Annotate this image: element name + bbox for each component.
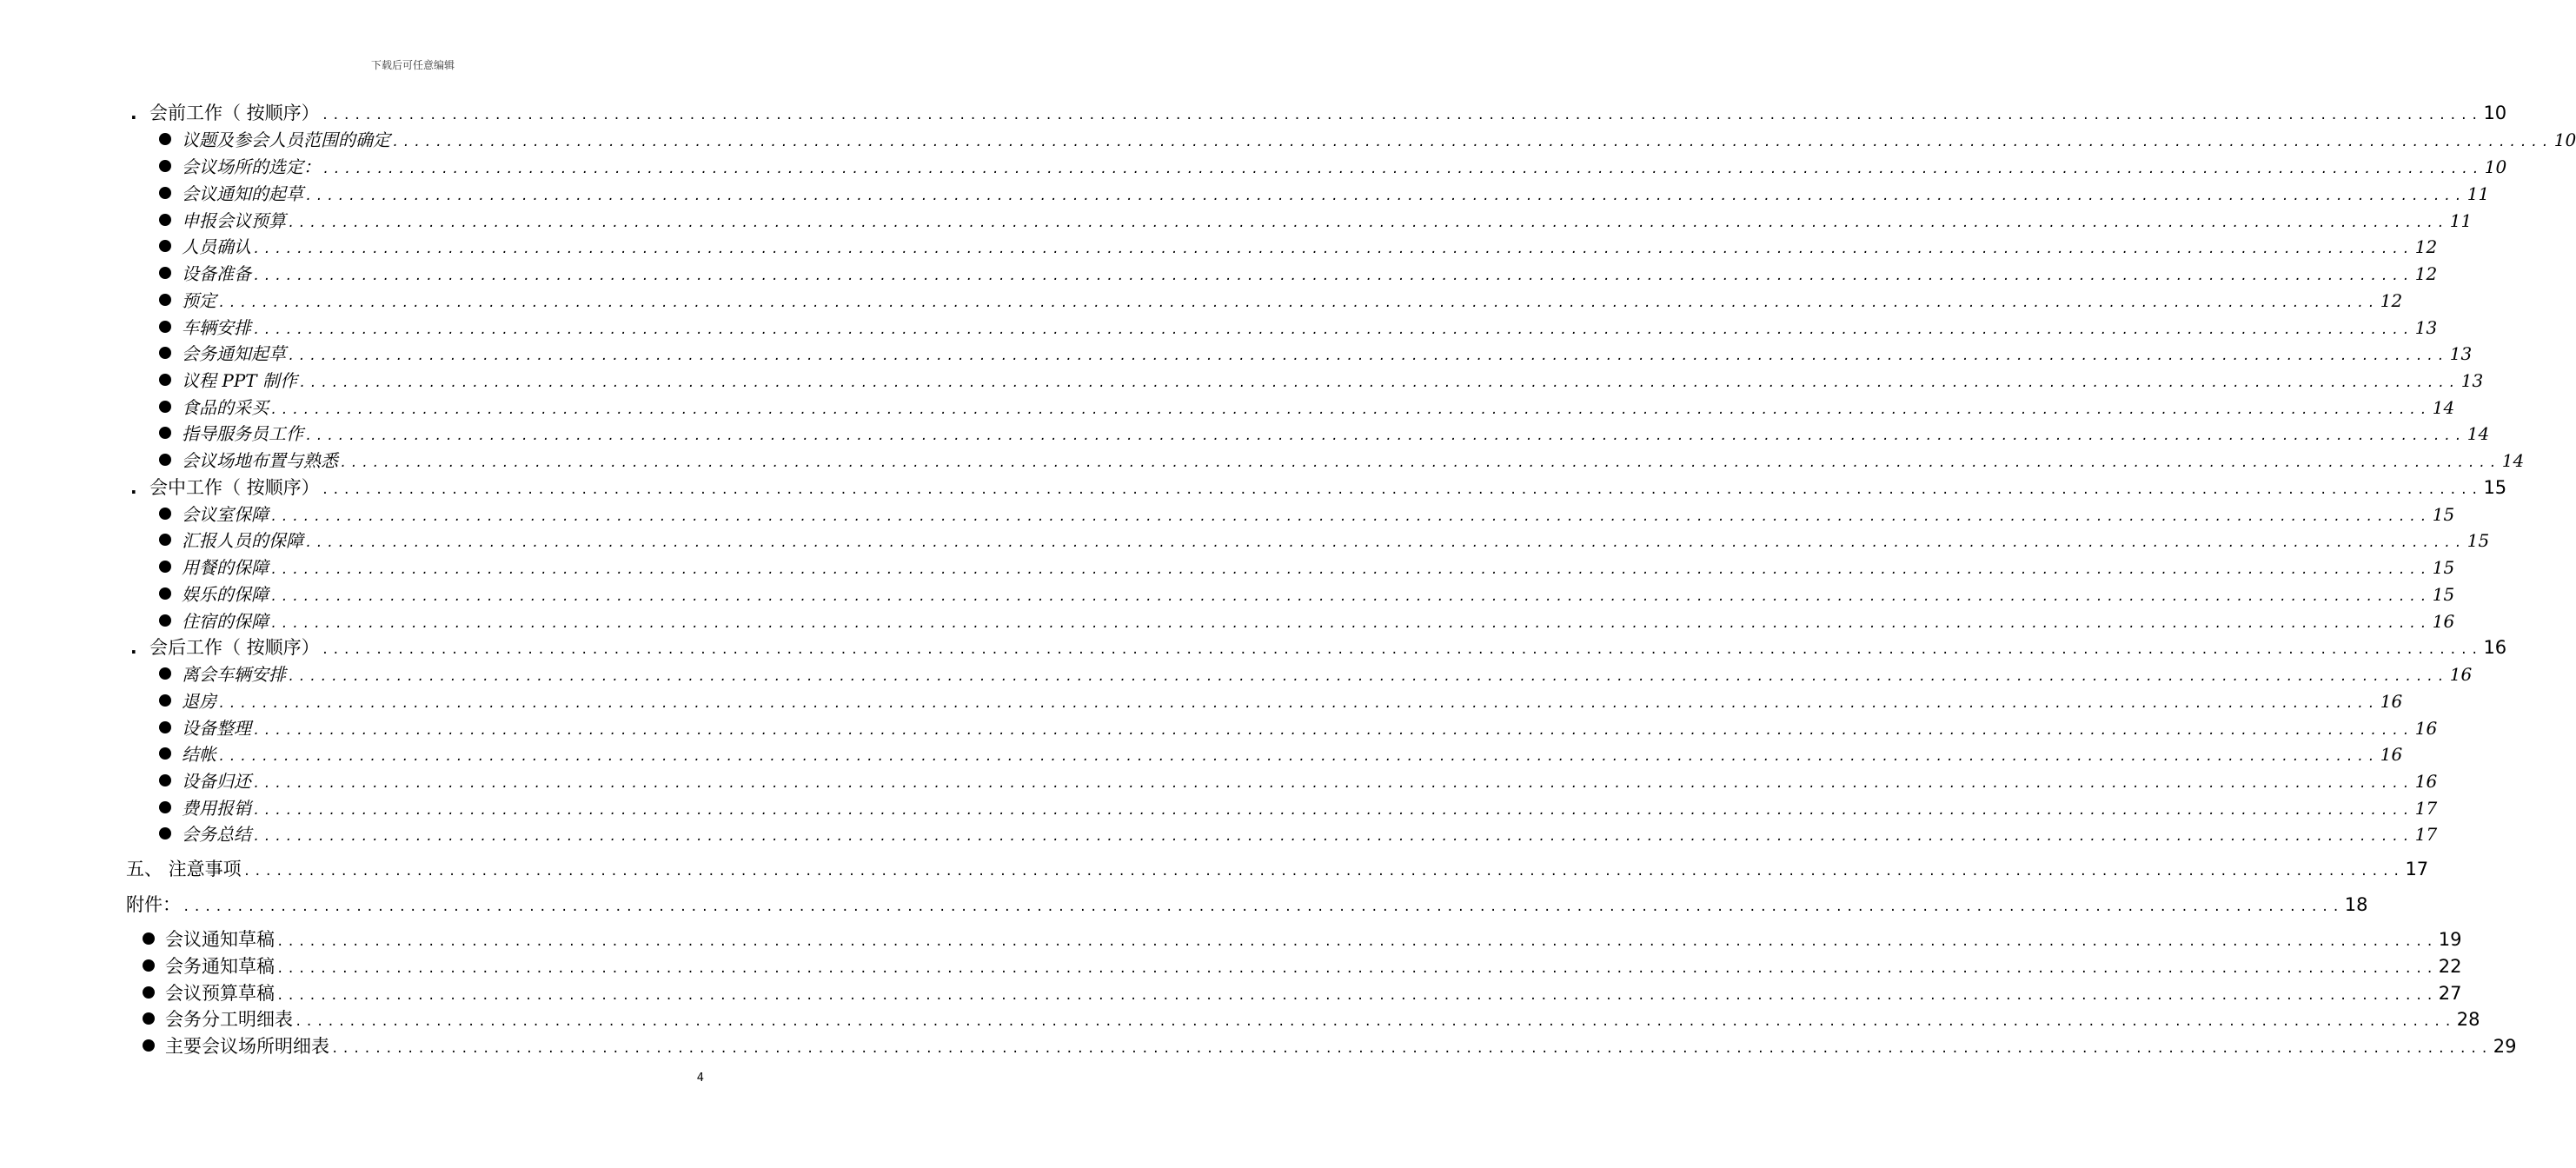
- toc-entry-label: 议程 PPT 制作: [182, 370, 297, 391]
- toc-entry-label: 会务通知草稿: [165, 956, 275, 977]
- toc-entry-label: 食品的采买: [182, 397, 269, 418]
- toc-entry[interactable]: [143, 1032, 2517, 1058]
- toc-entry[interactable]: [126, 891, 2368, 917]
- toc-entry-label: 结帐: [182, 744, 216, 765]
- toc-entry-page: 13: [2449, 343, 2473, 364]
- toc-leader-dots: ........................................................................................................................................................................................................: [253, 830, 2413, 844]
- toc-entry-marker: .: [130, 477, 137, 498]
- toc-entry-page: 15: [2432, 504, 2455, 525]
- toc-entry-label: 会中工作（ 按顺序）: [149, 477, 320, 498]
- toc-entry-label: 会后工作（ 按顺序）: [149, 637, 320, 658]
- bullet-icon: [159, 561, 171, 573]
- toc-entry-label: 人员确认: [182, 236, 251, 257]
- toc-entry-page: 13: [2460, 370, 2484, 391]
- bullet-icon: [159, 827, 171, 840]
- toc-entry-page: 16: [2380, 691, 2403, 712]
- toc-leader-dots: ........................................................................................................................................................................................................: [331, 1042, 2492, 1056]
- toc-leader-dots: ........................................................................................................................................................................................................: [253, 323, 2413, 337]
- toc-entry-page: 14: [2501, 450, 2525, 471]
- toc-entry-label: 附件：: [126, 894, 181, 915]
- toc-entry-page: 22: [2438, 956, 2462, 977]
- bullet-icon: [159, 747, 171, 760]
- toc-leader-dots: ........................................................................................................................................................................................................: [218, 750, 2379, 764]
- toc-leader-dots: ........................................................................................................................................................................................................: [321, 643, 2482, 657]
- bullet-icon: [159, 160, 171, 172]
- bullet-icon: [143, 986, 155, 999]
- toc-leader-dots: ........................................................................................................................................................................................................: [276, 962, 2437, 976]
- toc-entry-page: 15: [2483, 477, 2507, 498]
- bullet-icon: [159, 401, 171, 413]
- bullet-icon: [159, 667, 171, 680]
- toc-entry-label: 汇报人员的保障: [182, 530, 303, 551]
- toc-leader-dots: ........................................................................................................................................................................................................: [295, 1015, 2455, 1029]
- toc-entry[interactable]: [159, 687, 2403, 713]
- toc-entry-label: 离会车辆安排: [182, 664, 286, 685]
- toc-entry-page: 16: [2414, 771, 2438, 792]
- toc-entry-label: 费用报销: [182, 798, 251, 819]
- toc-entry[interactable]: [159, 447, 2525, 472]
- toc-entry-page: 16: [2380, 744, 2403, 765]
- toc-leader-dots: ........................................................................................................................................................................................................: [253, 724, 2413, 738]
- bullet-icon: [159, 267, 171, 279]
- bullet-icon: [159, 374, 171, 386]
- toc-entry-marker: .: [130, 637, 137, 658]
- toc-entry-label: 设备整理: [182, 718, 251, 739]
- toc-entry[interactable]: [159, 794, 2438, 820]
- toc-entry[interactable]: [159, 153, 2507, 178]
- toc-entry-page: 10: [2483, 103, 2507, 123]
- toc-entry-label: 会议通知的起草: [182, 183, 303, 204]
- bullet-icon: [159, 187, 171, 199]
- bullet-icon: [159, 240, 171, 252]
- bullet-icon: [159, 508, 171, 520]
- toc-entry[interactable]: [159, 340, 2473, 365]
- toc-entry-label: 议题及参会人员范围的确定: [182, 129, 390, 150]
- toc-leader-dots: ........................................................................................................................................................................................................: [253, 242, 2413, 256]
- toc-entry-page: 17: [2414, 798, 2438, 819]
- toc-leader-dots: ........................................................................................................................................................................................................: [183, 900, 2343, 914]
- toc-entry[interactable]: [159, 314, 2438, 339]
- toc-entry-label: 预定: [182, 290, 216, 311]
- toc-leader-dots: ........................................................................................................................................................................................................: [298, 376, 2460, 390]
- toc-entry-page: 16: [2483, 637, 2507, 658]
- toc-leader-dots: ........................................................................................................................................................................................................: [340, 456, 2500, 470]
- bullet-icon: [159, 614, 171, 627]
- bullet-icon: [143, 1012, 155, 1025]
- toc-entry[interactable]: [159, 740, 2403, 766]
- toc-leader-dots: ........................................................................................................................................................................................................: [305, 429, 2466, 443]
- toc-entry-page: 14: [2432, 397, 2455, 418]
- bullet-icon: [159, 133, 171, 145]
- toc-entry-page: 15: [2432, 584, 2455, 605]
- toc-leader-dots: ........................................................................................................................................................................................................: [270, 563, 2431, 577]
- toc-entry[interactable]: [126, 855, 2429, 881]
- toc-entry-page: 27: [2438, 983, 2462, 1004]
- toc-entry-page: 13: [2414, 317, 2438, 338]
- toc-leader-dots: ........................................................................................................................................................................................................: [276, 989, 2437, 1003]
- toc-leader-dots: ........................................................................................................................................................................................................: [270, 510, 2431, 524]
- bullet-icon: [159, 534, 171, 546]
- toc-entry-page: 11: [2449, 210, 2473, 231]
- toc-entry[interactable]: [159, 287, 2403, 312]
- toc-entry[interactable]: [159, 527, 2490, 552]
- toc-entry-label: 娱乐的保障: [182, 584, 269, 605]
- toc-entry[interactable]: [130, 474, 2507, 500]
- bullet-icon: [159, 454, 171, 466]
- toc-entry-label: 会议场所的选定：: [182, 156, 321, 177]
- toc-entry[interactable]: [143, 926, 2462, 952]
- toc-entry-label: 申报会议预算: [182, 210, 286, 231]
- toc-entry-label: 设备归还: [182, 771, 251, 792]
- toc-entry-label: 用餐的保障: [182, 557, 269, 578]
- toc-entry-page: 12: [2414, 236, 2438, 257]
- toc-leader-dots: ........................................................................................................................................................................................................: [253, 804, 2413, 818]
- bullet-icon: [159, 294, 171, 306]
- bullet-icon: [159, 694, 171, 707]
- toc-entry[interactable]: [159, 767, 2438, 793]
- bullet-icon: [159, 721, 171, 733]
- toc-leader-dots: ........................................................................................................................................................................................................: [322, 163, 2483, 176]
- toc-entry-page: 15: [2466, 530, 2490, 551]
- toc-entry[interactable]: [159, 607, 2455, 633]
- toc-entry[interactable]: [143, 979, 2462, 1005]
- toc-entry-page: 12: [2414, 263, 2438, 284]
- toc-entry-page: 15: [2432, 557, 2455, 578]
- toc-entry-label: 主要会议场所明细表: [165, 1036, 329, 1057]
- toc-leader-dots: ........................................................................................................................................................................................................: [288, 670, 2448, 684]
- toc-entry[interactable]: [159, 233, 2438, 258]
- toc-entry-label: 会议预算草稿: [165, 983, 275, 1004]
- toc-leader-dots: ........................................................................................................................................................................................................: [276, 935, 2437, 949]
- toc-entry[interactable]: [159, 180, 2490, 205]
- toc-entry[interactable]: [159, 581, 2455, 606]
- toc-entry-label: 设备准备: [182, 263, 251, 284]
- toc-leader-dots: ........................................................................................................................................................................................................: [305, 536, 2466, 550]
- toc-entry[interactable]: [159, 660, 2473, 686]
- bullet-icon: [159, 587, 171, 600]
- bullet-icon: [143, 1039, 155, 1052]
- toc-entry-page: 10: [2553, 129, 2576, 150]
- toc-leader-dots: ........................................................................................................................................................................................................: [321, 109, 2482, 123]
- toc-leader-dots: ........................................................................................................................................................................................................: [218, 697, 2379, 711]
- toc-entry[interactable]: [143, 952, 2462, 979]
- toc-leader-dots: ........................................................................................................................................................................................................: [392, 136, 2553, 149]
- toc-entry-page: 16: [2432, 611, 2455, 632]
- toc-entry[interactable]: [130, 634, 2507, 660]
- toc-entry-page: 16: [2449, 664, 2473, 685]
- toc-entry[interactable]: [159, 367, 2484, 392]
- toc-entry-label: 车辆安排: [182, 317, 251, 338]
- toc-entry-page: 17: [2405, 859, 2429, 879]
- toc-entry[interactable]: [159, 394, 2455, 419]
- toc-entry[interactable]: [159, 420, 2490, 445]
- toc-entry-page: 11: [2466, 183, 2490, 204]
- toc-entry[interactable]: [143, 1005, 2480, 1032]
- toc-entry-page: 14: [2466, 423, 2490, 444]
- toc-entry-label: 住宿的保障: [182, 611, 269, 632]
- toc-entry-page: 10: [2484, 156, 2507, 177]
- bullet-icon: [143, 932, 155, 945]
- toc-leader-dots: ........................................................................................................................................................................................................: [288, 349, 2448, 363]
- page-number: 4: [696, 1072, 704, 1085]
- toc-entry-page: 12: [2380, 290, 2403, 311]
- toc-entry-label: 会议室保障: [182, 504, 269, 525]
- bullet-icon: [143, 959, 155, 972]
- toc-leader-dots: ........................................................................................................................................................................................................: [218, 296, 2379, 310]
- toc-entry-label: 会议场地布置与熟悉: [182, 450, 338, 471]
- toc-entry[interactable]: [159, 207, 2473, 232]
- toc-entry[interactable]: [159, 820, 2438, 846]
- toc-entry[interactable]: [159, 501, 2455, 526]
- toc-entry-label: 会议通知草稿: [165, 929, 275, 950]
- bullet-icon: [159, 347, 171, 359]
- toc-entry-page: 17: [2414, 824, 2438, 845]
- toc-entry-label: 指导服务员工作: [182, 423, 303, 444]
- toc-entry-page: 16: [2414, 718, 2438, 739]
- toc-entry-label: 五、 注意事项: [126, 859, 242, 879]
- bullet-icon: [159, 774, 171, 786]
- toc-leader-dots: ........................................................................................................................................................................................................: [321, 483, 2482, 497]
- toc-entry[interactable]: [159, 554, 2455, 579]
- toc-leader-dots: ........................................................................................................................................................................................................: [270, 403, 2431, 417]
- toc-entry[interactable]: [159, 260, 2438, 285]
- toc-entry-page: 18: [2344, 894, 2368, 915]
- toc-entry-label: 退房: [182, 691, 216, 712]
- toc-entry-page: 19: [2438, 929, 2462, 950]
- toc-entry-label: 会务总结: [182, 824, 251, 845]
- toc-entry-label: 会务通知起草: [182, 343, 286, 364]
- toc-entry-label: 会务分工明细表: [165, 1009, 293, 1030]
- toc-leader-dots: ........................................................................................................................................................................................................: [242, 865, 2404, 879]
- toc-entry-label: 会前工作（ 按顺序）: [149, 103, 320, 123]
- toc-entry-page: 29: [2493, 1036, 2517, 1057]
- bullet-icon: [159, 321, 171, 333]
- toc-leader-dots: ........................................................................................................................................................................................................: [253, 777, 2413, 791]
- toc-entry[interactable]: [159, 714, 2438, 740]
- page-header: 下载后可任意编辑: [370, 59, 455, 71]
- toc-leader-dots: ........................................................................................................................................................................................................: [253, 269, 2413, 283]
- toc-entry[interactable]: [159, 126, 2576, 151]
- toc-leader-dots: ........................................................................................................................................................................................................: [270, 617, 2431, 631]
- toc-leader-dots: ........................................................................................................................................................................................................: [288, 216, 2448, 230]
- toc-entry-marker: .: [130, 103, 137, 123]
- bullet-icon: [159, 427, 171, 439]
- bullet-icon: [159, 801, 171, 813]
- toc-entry[interactable]: [130, 99, 2507, 125]
- bullet-icon: [159, 214, 171, 226]
- toc-leader-dots: ........................................................................................................................................................................................................: [305, 189, 2466, 203]
- toc-leader-dots: ........................................................................................................................................................................................................: [270, 590, 2431, 604]
- toc-entry-page: 28: [2456, 1009, 2480, 1030]
